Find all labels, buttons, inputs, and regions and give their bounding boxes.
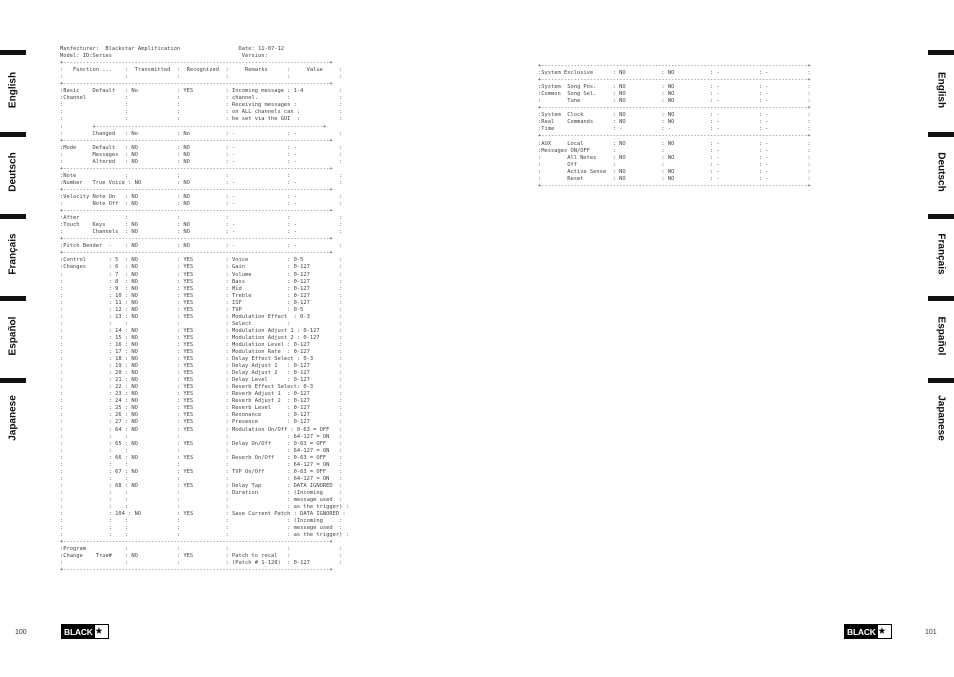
chart-line: :System Clock : NO : NO : - : - :: [538, 112, 811, 119]
chart-line: :Note : : : : :: [60, 172, 343, 179]
chart-line: +----------------------------------------------------------------------------------+: [60, 250, 333, 257]
chart-line: : : : : (Patch # 1-128) : 0-127 :: [60, 560, 343, 567]
chart-line: : : 66 : NO : YES : Reverb On/Off : 0-63 = OFF :: [60, 454, 343, 461]
chart-line: : Altered : NO : NO : - : - :: [60, 158, 343, 165]
chart-line: : Channels : NO : NO : - : - :: [60, 229, 343, 236]
chart-line: : +----------------------------------------------------------------------+: [60, 123, 327, 130]
chart-line: : Tune : NO : NO : - : - :: [538, 98, 811, 105]
chart-line: : Active Sense : NO : NO : - : - :: [538, 168, 811, 175]
tab-deutsch[interactable]: [928, 132, 954, 204]
chart-line: +----------------------------------------------------------------------------------+: [60, 137, 333, 144]
chart-line: : : 65 : NO : YES : Delay On/Off : 0-63 = OFF :: [60, 440, 343, 447]
chart-line: : : 23 : NO : YES : Reverb Adjust 1 : 0-127 :: [60, 391, 343, 398]
tab-label: English: [7, 71, 19, 109]
tab-espanol[interactable]: [0, 296, 26, 368]
chart-line: +----------------------------------------------------------------------------------+: [60, 60, 333, 67]
chart-line: :Time : - : - : - : - :: [538, 126, 811, 133]
chart-line: :Pitch Bender - : NO : NO : - : - :: [60, 243, 343, 250]
tab-japanese[interactable]: [928, 378, 954, 450]
chart-line: : : 21 : NO : YES : Delay Level : 0-127 :: [60, 377, 343, 384]
chart-line: : : : : : : 64-127 = ON :: [60, 475, 343, 482]
chart-line: +----------------------------------------------------------------------------------+: [60, 539, 333, 546]
chart-line: :Changes : 6 : NO : YES : Gain : 0-127 :: [60, 264, 343, 271]
chart-line: : : 68 : NO : YES : Delay Tap : DATA IGNORED :: [60, 482, 343, 489]
chart-line: : : : : be set via the GUI : :: [60, 116, 343, 123]
chart-line: : : 11 : NO : YES : ISF : 0-127 :: [60, 299, 343, 306]
chart-line: : : : : : : message used :: [60, 497, 343, 503]
chart-line: :AUX Local : NO : NO : - : - :: [538, 140, 811, 147]
chart-line: : : : : : Select : :: [60, 320, 343, 327]
tab-label: Español: [935, 316, 947, 356]
chart-line: :After : : : : :: [60, 215, 343, 222]
chart-line: : : 24 : NO : YES : Reverb Adjust 2 : 0-127 :: [60, 398, 343, 405]
chart-line: +----------------------------------------------------------------------------------+: [538, 63, 811, 69]
chart-line: +----------------------------------------------------------------------------------+: [60, 236, 333, 243]
chart-line: : : : : Receiving messages : :: [60, 102, 343, 109]
chart-line: :Velocity Note On : NO : NO : - : - :: [60, 193, 343, 200]
chart-line: : : 20 : NO : YES : Delay Adjust 2 : 0-127 :: [60, 370, 343, 377]
chart-line: +----------------------------------------------------------------------------------+: [60, 165, 333, 172]
chart-line: : : 26 : NO : YES : Resonance : 0-127 :: [60, 412, 343, 419]
chart-line: :Mode Default : NO : NO : - : - :: [60, 144, 343, 151]
blackstar-logo: [844, 624, 892, 639]
tab-label: Japanese: [935, 395, 947, 441]
chart-line: :Real Commands : NO : NO : - : - :: [538, 119, 811, 126]
blackstar-logo: [61, 624, 109, 639]
chart-line: : Function ... : Transmitted : Recognized : Remarks : Value :: [60, 67, 343, 74]
chart-line: : : 13 : NO : YES : Modulation Effect : 0-3 :: [60, 313, 343, 320]
page-number-right: 101: [925, 629, 937, 636]
chart-line: : : : : : : message used :: [60, 525, 343, 532]
chart-line: :System Exclusive : NO : NO : - : - :: [538, 70, 811, 77]
tab-francais[interactable]: [928, 214, 954, 286]
chart-line: : : 104 : NO : YES : Save Current Patch : DATA IGNORED :: [60, 511, 346, 518]
chart-line: : : : : : : as the trigger) :: [60, 532, 349, 539]
tab-label: Deutsch: [7, 152, 19, 192]
chart-line: : : 7 : NO : YES : Volume : 0-127 :: [60, 271, 343, 278]
tab-english[interactable]: [0, 50, 26, 122]
chart-line: +----------------------------------------------------------------------------------+: [60, 208, 333, 215]
chart-line: :Messages ON/OFF : : : - : - :: [538, 147, 811, 154]
chart-line: Model: ID:Series Version:: [60, 53, 268, 60]
chart-line: : : 12 : NO : YES : TVP : 0-5 :: [60, 306, 343, 313]
tab-japanese[interactable]: [0, 378, 26, 450]
tab-label: Español: [7, 316, 19, 356]
chart-line: :Program : : : : :: [60, 546, 343, 553]
chart-line: : : 17 : NO : YES : Modulation Rate : 0-127 :: [60, 349, 343, 356]
chart-line: : All Notes : NO : NO : - : - :: [538, 154, 811, 161]
chart-line: :Change True# : NO : YES : Patch to recal : :: [60, 553, 343, 560]
tab-label: Français: [7, 233, 19, 275]
chart-line: : : 67 : NO : YES : TVP On/Off : 0-63 = OFF :: [60, 468, 343, 475]
tab-label: Deutsch: [935, 152, 947, 192]
chart-line: :Common Song Sel. : NO : NO : - : - :: [538, 91, 811, 98]
chart-line: :Basic Default : No : YES : Incoming message : 1-4 :: [60, 88, 343, 95]
chart-line: +----------------------------------------------------------------------------------+: [538, 182, 811, 189]
chart-line: +----------------------------------------------------------------------------------+: [60, 186, 333, 193]
chart-line: +----------------------------------------------------------------------------------+: [538, 133, 811, 140]
chart-line: : Reset : NO : NO : - : - :: [538, 175, 811, 182]
tab-deutsch[interactable]: [0, 132, 26, 204]
tab-label: English: [935, 71, 947, 109]
chart-line: +----------------------------------------------------------------------------------+: [538, 77, 811, 84]
chart-line: +----------------------------------------------------------------------------------+: [60, 567, 333, 574]
tab-english[interactable]: [928, 50, 954, 122]
chart-line: : : 18 : NO : YES : Delay Effect Select : 0-3 :: [60, 356, 343, 363]
star-icon: [878, 625, 891, 638]
chart-line: : : 14 : NO : YES : Modulation Adjust 1 : 0-127 :: [60, 327, 343, 334]
chart-line: : : 15 : NO : YES : Modulation Adjust 2 : 0-127 :: [60, 334, 343, 341]
chart-line: : : : : : : as the trigger) :: [60, 504, 349, 511]
chart-line: : : : : on ALL channels can : :: [60, 109, 343, 116]
chart-line: :System Song Pos. : NO : NO : - : - :: [538, 84, 811, 91]
chart-line: :Touch Keys : NO : NO : - : - :: [60, 222, 343, 229]
chart-line: :Control : 5 : NO : YES : Voice : 0-5 :: [60, 257, 343, 264]
logo-text: BLACK: [847, 626, 876, 637]
chart-line: : : 22 : NO : YES : Reverb Effect Select: 0-3 :: [60, 384, 343, 391]
chart-line: : : 9 : NO : YES : Mid : 0-127 :: [60, 285, 343, 292]
star-icon: [95, 625, 108, 638]
chart-line: : : : : : :: [60, 74, 343, 81]
chart-line: : : : : : : 64-127 = ON :: [60, 433, 343, 440]
chart-line: : : 25 : NO : YES : Reverb Level : 0-127 :: [60, 405, 343, 412]
chart-line: : Messages : NO : NO : - : - :: [60, 151, 343, 158]
chart-line: : : 16 : NO : YES : Modulation Level : 0-127 :: [60, 341, 343, 348]
tab-label: Français: [935, 233, 947, 275]
chart-line: : : : : : : 64-127 = ON :: [60, 447, 343, 454]
chart-line: :Channel : : : channel. : :: [60, 95, 343, 102]
midi-implementation-chart-left: [60, 46, 349, 575]
tab-francais[interactable]: [0, 214, 26, 286]
chart-line: : : 64 : NO : YES : Modulation On/Off : 0-63 = OFF :: [60, 426, 343, 433]
chart-line: : : 19 : NO : YES : Delay Adjust 1 : 0-127 :: [60, 363, 343, 370]
chart-line: :Number True Voice : NO : NO : - : - :: [60, 179, 343, 186]
chart-line: : : 8 : NO : YES : Bass : 0-127 :: [60, 278, 343, 285]
chart-line: : : : : : : 64-127 = ON :: [60, 461, 343, 468]
page-number-left: 100: [15, 629, 27, 636]
chart-line: +----------------------------------------------------------------------------------+: [60, 81, 333, 88]
chart-line: Manfecturer: Blackstar Amplification Date: 11-07-12: [60, 46, 284, 52]
chart-line: : : 27 : NO : YES : Presence : 0-127 :: [60, 419, 343, 426]
chart-line: +----------------------------------------------------------------------------------+: [538, 105, 811, 112]
midi-implementation-chart-right: [538, 63, 811, 190]
chart-line: : Changed : No : No : - : - :: [60, 130, 343, 137]
chart-line: : Off : : : - : - :: [538, 161, 811, 168]
logo-text: BLACK: [64, 626, 93, 637]
tab-espanol[interactable]: [928, 296, 954, 368]
chart-line: : : : : : : (Incoming :: [60, 518, 343, 525]
chart-line: : : : : : Duration : (Incoming :: [60, 489, 343, 496]
chart-line: : Note Off : NO : NO : - : - :: [60, 201, 343, 208]
tab-label: Japanese: [7, 395, 19, 441]
chart-line: : : 10 : NO : YES : Treble : 0-127 :: [60, 292, 343, 299]
